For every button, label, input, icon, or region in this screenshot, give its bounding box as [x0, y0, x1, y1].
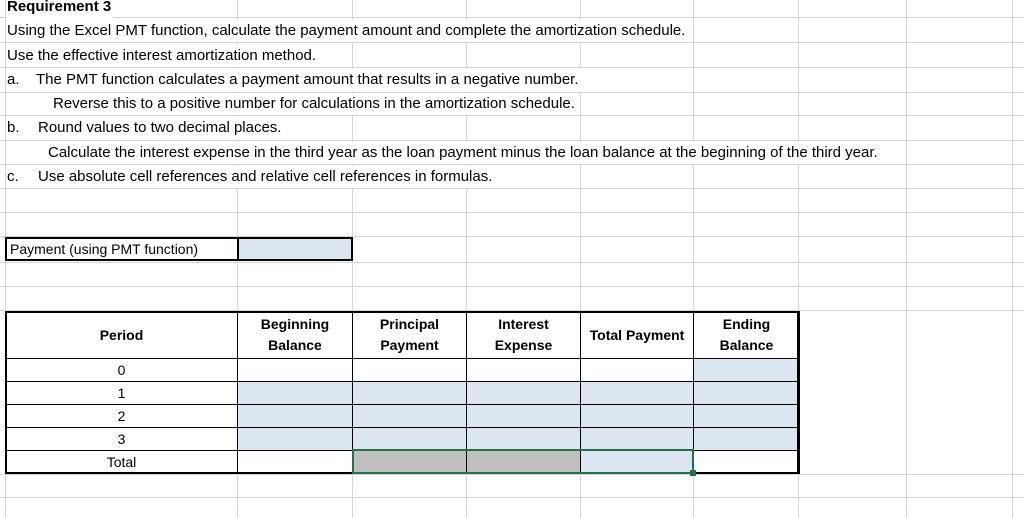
- item-c: [7, 166, 494, 188]
- header-ending-balance: [694, 312, 800, 359]
- instruction-line-1: Using the Excel PMT function, calculate the payment amount and complete the amortization schedule.: [7, 20, 687, 42]
- period-cell: 3: [6, 428, 238, 451]
- gridline: [0, 262, 1024, 263]
- ending-balance-input[interactable]: [694, 405, 800, 428]
- item-a-continuation: Reverse this to a positive number for calculations in the amortization schedule.: [53, 93, 577, 115]
- table-row: [6, 359, 800, 382]
- gridline: [0, 286, 1024, 287]
- total-payment-cell[interactable]: [581, 359, 694, 382]
- ending-balance-input[interactable]: [694, 428, 800, 451]
- gridline: [0, 42, 1024, 43]
- header-text: Principal: [379, 316, 440, 332]
- item-b-text: Round values to two decimal places.: [38, 119, 282, 136]
- header-interest-expense: [467, 312, 581, 359]
- gridline: [0, 188, 1024, 189]
- item-c-marker: c.: [7, 168, 19, 185]
- gridline: [0, 17, 1024, 18]
- gridline: [0, 67, 1024, 68]
- interest-expense-input[interactable]: [467, 428, 581, 451]
- payment-input-cell[interactable]: [237, 237, 353, 261]
- header-beginning-balance: [238, 312, 353, 359]
- item-b-continuation: Calculate the interest expense in the third year as the loan payment minus the loan balance at the beginning of the third year.: [48, 142, 880, 164]
- beginning-balance-input[interactable]: [238, 405, 353, 428]
- principal-payment-input[interactable]: [353, 428, 467, 451]
- interest-expense-cell[interactable]: [467, 359, 581, 382]
- item-b-marker: b.: [7, 119, 20, 136]
- principal-payment-input[interactable]: [353, 405, 467, 428]
- header-text: Expense: [494, 337, 553, 353]
- gridline: [0, 212, 1024, 213]
- beginning-balance-cell[interactable]: [238, 359, 353, 382]
- total-principal-payment-cell[interactable]: [353, 451, 467, 474]
- header-text: Interest: [498, 316, 549, 332]
- interest-expense-input[interactable]: [467, 405, 581, 428]
- header-principal-payment: [353, 312, 467, 359]
- requirement-heading: Requirement 3: [7, 0, 113, 18]
- item-a: [7, 69, 581, 91]
- header-text: Balance: [719, 337, 774, 353]
- gridline: [0, 140, 1024, 141]
- header-text: Payment: [380, 337, 439, 353]
- beginning-balance-input[interactable]: [238, 428, 353, 451]
- principal-payment-cell[interactable]: [353, 359, 467, 382]
- beginning-balance-input[interactable]: [238, 382, 353, 405]
- header-text: Balance: [268, 337, 322, 353]
- table-row: [6, 428, 800, 451]
- gridline: [0, 497, 1024, 498]
- period-cell: 2: [6, 405, 238, 428]
- interest-expense-input[interactable]: [467, 382, 581, 405]
- header-text: Ending: [722, 316, 771, 332]
- gridline: [906, 0, 907, 518]
- total-beginning-balance-cell[interactable]: [238, 451, 353, 474]
- gridline: [1012, 0, 1013, 518]
- total-payment-input[interactable]: [581, 405, 694, 428]
- fill-handle[interactable]: [690, 470, 696, 476]
- item-c-text: Use absolute cell references and relative cell references in formulas.: [38, 168, 493, 185]
- table-row: [6, 405, 800, 428]
- table-header-row: [6, 312, 800, 359]
- gridline: [0, 164, 1024, 165]
- item-b: [7, 117, 283, 139]
- header-total-payment: Total Payment: [581, 312, 694, 359]
- header-period: Period: [6, 312, 238, 359]
- payment-label: Payment (using PMT function): [5, 237, 237, 261]
- total-interest-expense-cell[interactable]: [467, 451, 581, 474]
- ending-balance-input[interactable]: [694, 359, 800, 382]
- period-cell: 1: [6, 382, 238, 405]
- table-total-row: [6, 451, 800, 474]
- gridline: [0, 115, 1024, 116]
- item-a-text: The PMT function calculates a payment amount that results in a negative number.: [36, 71, 579, 88]
- total-label: Total: [6, 451, 238, 474]
- header-text: Beginning: [260, 316, 330, 332]
- ending-balance-input[interactable]: [694, 382, 800, 405]
- table-row: [6, 382, 800, 405]
- principal-payment-input[interactable]: [353, 382, 467, 405]
- total-payment-input[interactable]: [581, 382, 694, 405]
- total-payment-cell[interactable]: [581, 451, 694, 474]
- amortization-schedule: [5, 311, 800, 474]
- item-a-marker: a.: [7, 71, 20, 88]
- total-ending-balance-cell[interactable]: [694, 451, 800, 474]
- instruction-line-2: Use the effective interest amortization method.: [7, 45, 318, 67]
- gridline: [0, 474, 1024, 475]
- total-payment-input[interactable]: [581, 428, 694, 451]
- period-cell: 0: [6, 359, 238, 382]
